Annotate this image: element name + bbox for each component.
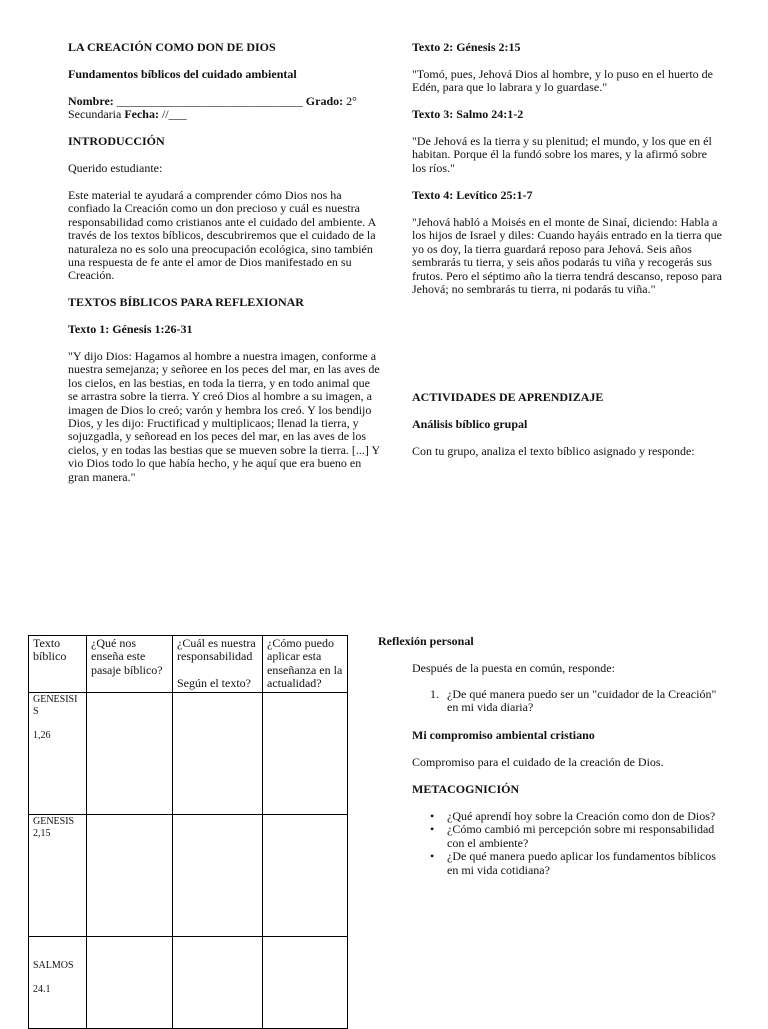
metacognicion-list (430, 810, 722, 877)
analisis-heading: Análisis bíblico grupal (412, 417, 528, 431)
texto1-body: "Y dijo Dios: Hagamos al hombre a nuestra imagen, conforme a nuestra semejanza; y señoree en los peces del mar, en las aves de los cielos, en las bestias, en toda la tierra, y en todo animal que se arrastra sobre la tierra. Y creó Dios al hombre a su imagen, a imagen de Dios lo creó; varón y hembra los creó. Y los bendijo Dios, y les dijo: Fructificad y multiplicaos; llenad la tierra, y sojuzgadla, y señoread en los peces del mar, en las aves de los cielos, y en todas las bestias que se mueven sobre la tierra. [...] Y vio Dios todo lo que había hecho, y he aquí que era bueno en gran manera." (68, 349, 380, 484)
secundaria-text: Secundaria (68, 107, 125, 122)
bullet-icon: • (430, 849, 435, 864)
document-subtitle: Fundamentos bíblicos del cuidado ambiental (68, 67, 297, 81)
table-row (29, 936, 348, 1028)
table-cell-ref (29, 936, 87, 1028)
student-info (68, 95, 368, 122)
ref-verse: 1,26 (33, 729, 51, 741)
texto1-heading: Texto 1: Génesis 1:26-31 (68, 322, 193, 336)
intro-heading: INTRODUCCIÓN (68, 134, 165, 148)
analisis-body: Con tu grupo, analiza el texto bíblico asignado y responde: (412, 444, 695, 458)
nombre-label: Nombre: (68, 94, 114, 108)
metacognicion-heading: METACOGNICIÓN (412, 782, 520, 796)
fecha-field[interactable]: //___ (158, 107, 187, 122)
header-texto-biblico: Texto bíblico (29, 636, 87, 693)
document-title: LA CREACIÓN COMO DON DE DIOS (68, 40, 276, 54)
list-item (430, 810, 722, 823)
header-que-ensena: ¿Qué nos enseña este pasaje bíblico? (87, 636, 173, 693)
ref-book: GENESIS (33, 815, 75, 827)
grado-value: 2° (343, 94, 357, 108)
texto2-heading: Texto 2: Génesis 2:15 (412, 40, 521, 54)
list-item (430, 688, 720, 715)
actividades-heading: ACTIVIDADES DE APRENDIZAJE (412, 390, 604, 404)
nombre-field[interactable]: _______________________________ (113, 94, 306, 108)
answer-cell[interactable] (173, 692, 263, 814)
header-segun-texto: Según el texto? (177, 675, 251, 690)
reflexion-question-1: ¿De qué manera puedo ser un "cuidador de la Creación" en mi vida diaria? (447, 687, 717, 715)
grado-label: Grado: (305, 94, 344, 108)
meta-question: ¿De qué manera puedo aplicar los fundamentos bíblicos en mi vida cotidiana? (447, 849, 716, 877)
answer-cell[interactable] (173, 814, 263, 936)
ref-book: GENESISIS (33, 693, 78, 717)
answer-cell[interactable] (87, 936, 173, 1028)
compromiso-heading: Mi compromiso ambiental cristiano (412, 728, 595, 742)
header-responsabilidad-text: ¿Cuál es nuestra responsabilidad (177, 636, 256, 664)
answer-cell[interactable] (263, 936, 348, 1028)
bullet-icon: • (430, 822, 435, 837)
table-row (29, 692, 348, 814)
meta-question: ¿Qué aprendí hoy sobre la Creación como don de Dios? (447, 809, 716, 823)
answer-cell[interactable] (87, 814, 173, 936)
list-number: 1. (430, 687, 439, 701)
answer-cell[interactable] (263, 692, 348, 814)
table-row (29, 814, 348, 936)
reflexion-heading: Reflexión personal (378, 634, 474, 648)
table-header-row (29, 636, 348, 693)
reflexion-intro: Después de la puesta en común, responde: (412, 661, 615, 675)
textos-heading: TEXTOS BÍBLICOS PARA REFLEXIONAR (68, 295, 304, 309)
texto3-body: "De Jehová es la tierra y su plenitud; el mundo, y los que en él habitan. Porque él la fundó sobre los mares, y la afirmó sobre los ríos." (412, 134, 712, 175)
ref-verse: 2,15 (33, 827, 51, 839)
reflexion-question-list (430, 688, 720, 715)
table-cell-ref (29, 814, 87, 936)
bullet-icon: • (430, 809, 435, 823)
greeting: Querido estudiante: (68, 161, 163, 175)
meta-question: ¿Cómo cambió mi percepción sobre mi responsabilidad con el ambiente? (447, 822, 715, 850)
table-cell-ref (29, 692, 87, 814)
texto4-heading: Texto 4: Levítico 25:1-7 (412, 188, 533, 202)
list-item (430, 850, 722, 877)
analysis-table (28, 635, 348, 1029)
texto3-heading: Texto 3: Salmo 24:1-2 (412, 107, 524, 121)
ref-book: SALMOS (33, 959, 74, 971)
fecha-label: Fecha: (124, 107, 159, 122)
header-responsabilidad (173, 636, 263, 693)
compromiso-body: Compromiso para el cuidado de la creación de Dios. (412, 755, 664, 769)
list-item (430, 823, 722, 850)
ref-verse: 24.1 (33, 983, 51, 995)
texto4-body: "Jehová habló a Moisés en el monte de Sinaí, diciendo: Habla a los hijos de Israel y diles: Cuando hayáis entrado en la tierra que yo os doy, la tierra guardará reposo para Jehová. Seis años sembrarás tu tierra, y seis años podarás tu viña y recogerás sus frutos. Pero el séptimo año la tierra tendrá descanso, reposo para Jehová; no sembrarás tu tierra, ni podarás tu viña." (412, 215, 722, 297)
texto2-body: "Tomó, pues, Jehová Dios al hombre, y lo puso en el huerto de Edén, para que lo labrara y lo guardase." (412, 67, 714, 95)
answer-cell[interactable] (263, 814, 348, 936)
intro-paragraph: Este material te ayudará a comprender cómo Dios nos ha confiado la Creación como un don precioso y cuál es nuestra responsabilidad como cristianos ante el cuidado del ambiente. A través de los textos bíblicos, descubriremos que el cuidado de la naturaleza no es solo una preocupación ecológica, sino también una respuesta de fe ante el amor de Dios manifestado en su Creación. (68, 188, 376, 283)
answer-cell[interactable] (87, 692, 173, 814)
answer-cell[interactable] (173, 936, 263, 1028)
header-como-aplicar: ¿Cómo puedo aplicar esta enseñanza en la actualidad? (263, 636, 348, 693)
